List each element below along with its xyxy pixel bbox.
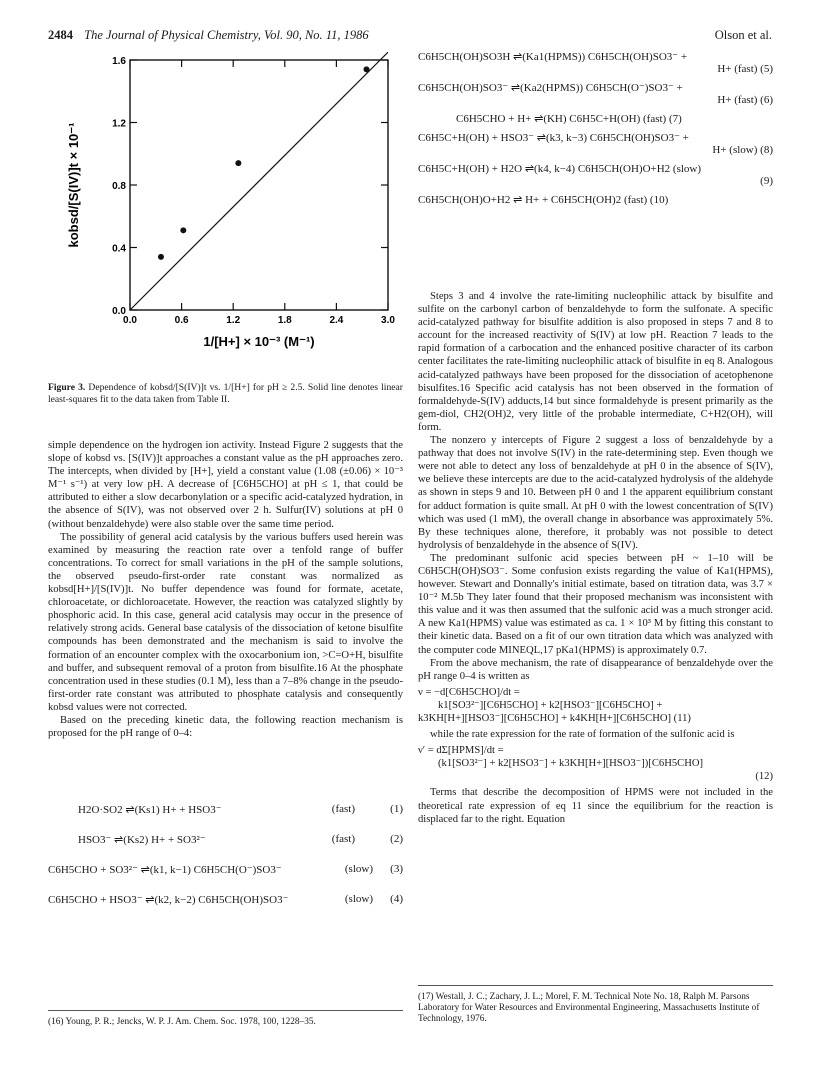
- chart-svg: [48, 52, 403, 377]
- equation-row: [418, 162, 773, 187]
- journal-title: The Journal of Physical Chemistry, Vol. 90, No. 11, 1986: [84, 28, 369, 42]
- plot-frame: [130, 60, 388, 310]
- fit-line: [130, 52, 388, 310]
- equation-row: [418, 81, 773, 106]
- x-tick-label: 1.8: [277, 315, 292, 326]
- page-number: 2484: [48, 28, 73, 42]
- data-point: [364, 66, 370, 72]
- paragraph: From the above mechanism, the rate of disappearance of benzaldehyde over the pH range 0–4 is written as: [418, 657, 773, 682]
- y-tick-label: 0.8: [112, 181, 126, 192]
- footnote-17: (17) Westall, J. C.; Zachary, J. L.; Morel, F. M. Technical Note No. 18, Ralph M. Parsons Laboratory for Water Resources and Environmental Engineering, Massachusetts Institute of Technology, 1976.: [418, 985, 773, 1025]
- y-tick-label: 0.0: [112, 306, 126, 317]
- right-equations: [418, 50, 773, 212]
- paragraph: Based on the preceding kinetic data, the following reaction mechanism is proposed for the pH range of 0–4:: [48, 714, 403, 740]
- data-point: [235, 160, 241, 166]
- rate-line: k3KH[H+][HSO3⁻][C6H5CHO] + k4KH[H+][C6H5CHO] (11): [418, 713, 691, 724]
- equation: C6H5CHO + SO3²⁻ ⇌(k1, k−1) C6H5CH(O⁻)SO3⁻: [48, 864, 282, 876]
- equation: C6H5CH(OH)SO3H ⇌(Ka1(HPMS)) C6H5CH(OH)SO3⁻ +: [418, 51, 688, 63]
- running-authors: Olson et al.: [714, 28, 772, 42]
- left-column-text: [48, 439, 403, 740]
- equation-tag: (slow): [344, 863, 373, 875]
- figure-caption: [48, 382, 403, 405]
- y-axis-label: kobsd/[S(IV)]t × 10⁻¹: [66, 122, 81, 248]
- x-tick-label: 1.2: [226, 315, 241, 326]
- equation-row: [418, 193, 773, 206]
- rate-line: k1[SO3²⁻][C6H5CHO] + k2[HSO3⁻][C6H5CHO] +: [438, 699, 663, 711]
- paragraph: simple dependence on the hydrogen ion activity. Instead Figure 2 suggests that the slope of kobsd vs. [S(IV)]t approaches a constant value as the pH approaches zero. The intercepts, when divided by [H+], yield a constant value (1.08 (±0.06) × 10⁻³ M⁻¹ s⁻¹) at very low pH. A decrease of [C6H5CHO] at pH ≤ 1, that could be attributed to either a slow decarbonylation or a specific acid-catalyzed hydration, in the absence of S(IV), was not observed over 2 h. Sulfur(IV) solutions at pH 0 (without benzaldehyde) were also stable over the same time period.: [48, 440, 403, 530]
- equation-row: [418, 112, 773, 125]
- equation-number: (4): [390, 893, 403, 905]
- paragraph: while the rate expression for the rate of formation of the sulfonic acid is: [430, 729, 735, 741]
- equation: C6H5CH(OH)SO3⁻ ⇌(Ka2(HPMS)) C6H5CH(O⁻)SO3⁻ +: [418, 82, 683, 94]
- equation-row: [48, 885, 403, 915]
- equation-number: (12): [755, 771, 773, 783]
- x-tick-label: 3.0: [381, 315, 395, 326]
- equation-continuation: H+ (fast) (5): [717, 63, 773, 75]
- y-tick-label: 0.4: [112, 243, 126, 255]
- equation: H2O·SO2 ⇌(Ks1) H+ + HSO3⁻: [78, 804, 222, 816]
- paragraph: Steps 3 and 4 involve the rate-limiting nucleophilic attack by bisulfite and sulfite on the carbonyl carbon of benzaldehyde to form the sulfonate. A specific acid-catalyzed pathway for bisulfite addition is also proposed in steps 7 and 8 to account for the increased reactivity of S(IV) at low pH. Reaction 7 leads to the rapid formation of a carbocation and the enhanced positive character of its carbon center facilitates the rate-limiting nucleophilic attack of bisulfite in eq 8. Analogous acid-catalyzed pathways have been proposed for the dissociation of acetophenone bisulfites.16 Specific acid catalysis has not been observed in the formation of formaldehyde-S(IV) adducts,14 but since formaldehyde is present primarily as the gem-diol, CH2(OH)2, very little of the probable intermediate, C+H2(OH), will form.: [418, 291, 773, 433]
- equation-continuation: (9): [760, 175, 773, 187]
- equation: C6H5CHO + H+ ⇌(KH) C6H5C+H(OH) (fast) (7): [456, 113, 682, 125]
- equation-row: [48, 855, 403, 885]
- equation: C6H5C+H(OH) + H2O ⇌(k4, k−4) C6H5CH(OH)O+H2 (slow): [418, 163, 702, 175]
- rate-equation-11: [418, 686, 773, 725]
- y-tick-label: 1.6: [112, 56, 126, 67]
- paragraph: The predominant sulfonic acid species between pH ~ 1–10 will be C6H5CH(OH)SO3⁻. Some confusion exists regarding the value of Ka1(HPMS), however. Stewart and Donnally's initial estimate, based on titration data, was 3.7 × 10⁻² M.5b They later found that their proposed mechanism was inconsistent with this value and it was then assumed that the sulfonic acid was a much stronger acid. A new Ka1(HPMS) value was estimated as ca. 1 × 10³ M by fitting this constant to their kinetic data. Based on a fit of our own titration data which was analyzed with the computer code MINEQL,17 pKa1(HPMS) is approximately 0.7.: [418, 552, 773, 656]
- footnote-16: (16) Young, P. R.; Jencks, W. P. J. Am. Chem. Soc. 1978, 100, 1228–35.: [48, 1010, 403, 1027]
- equation-continuation: H+ (slow) (8): [712, 144, 773, 156]
- rate-line: ν′ = dΣ[HPMS]/dt =: [418, 745, 504, 757]
- equation-row: [418, 50, 773, 75]
- equation-row: [418, 131, 773, 156]
- y-tick-label: 1.2: [112, 118, 126, 130]
- equation: C6H5CHO + HSO3⁻ ⇌(k2, k−2) C6H5CH(OH)SO3⁻: [48, 894, 289, 906]
- equation-number: (2): [390, 833, 403, 845]
- x-tick-label: 0.0: [123, 315, 137, 326]
- rate-line: (k1[SO3²⁻] + k2[HSO3⁻] + k3KH[H+][HSO3⁻])[C6H5CHO]: [438, 758, 704, 770]
- page-header: [48, 28, 772, 48]
- data-point: [158, 254, 164, 260]
- paragraph: Terms that describe the decomposition of HPMS were not included in the theoretical rate expression of eq 11 since the equilibrium for the reaction is displaced far to the right. Equation: [418, 787, 773, 825]
- equation-number: (3): [390, 863, 403, 875]
- paragraph: The possibility of general acid catalysis by the various buffers used herein was examined by measuring the reaction rate over a tenfold range of buffer concentrations. To correct for small variations in the pH of the sample solutions, the observed pseudo-first-order rate constant was normalized as kobsd[H+]/[S(IV)]t. No buffer dependence was found for formate, acetate, chloroacetate, or dichloroacetate. However, the reaction was catalyzed slightly by phosphoric acid. In this case, general acid catalysis may occur in the presence of relatively strong acids. General base catalysis of the dissociation of ketone bisulfite compounds has been demonstrated and the mechanism is said to involve the formation of an encounter complex with the oxocarbonium ion, >C=O+H, bisulfite and buffer, and subsequent removal of a proton from bisulfite.16 At the phosphate concentration used in these studies (0.1 M), less than a 7–8% change in the pseudo-first-order rate constant was attributed to phosphate catalysis and consequently kobsd values were not corrected.: [48, 531, 403, 713]
- caption-label: Figure 3.: [48, 382, 86, 393]
- left-equations: [48, 795, 403, 915]
- figure-3-chart: [48, 52, 403, 377]
- x-axis-label: 1/[H+] × 10⁻³ (M⁻¹): [203, 334, 315, 349]
- equation-tag: (fast): [331, 803, 355, 815]
- equation-row: [48, 795, 403, 825]
- equation: C6H5C+H(OH) + HSO3⁻ ⇌(k3, k−3) C6H5CH(OH)SO3⁻ +: [418, 132, 689, 144]
- data-point: [180, 227, 186, 233]
- right-column-text: [418, 290, 773, 826]
- equation-row: [48, 825, 403, 855]
- equation-tag: (fast): [331, 833, 355, 845]
- x-tick-label: 0.6: [174, 315, 189, 326]
- rate-equation-12: [418, 744, 773, 783]
- paragraph: The nonzero y intercepts of Figure 2 suggest a loss of benzaldehyde by a pathway that does not involve S(IV) in the rate-determining step. Even though we were not able to detect any loss of benzaldehyde at pH 0 in the absence of S(IV), we believe these intercepts are due to the acid-catalyzed hydrolysis of the aldehyde as shown in steps 9 and 10. Between pH 0 and 1 the apparent equilibrium constant for adduct formation is quite small. At pH 0 with the lowest concentration of S(IV) which was used (1 mM), the overall change in absorbance was approximately 5%. By these techniques alone, therefore, it probably was not possible to detect hydrolysis of benzaldehyde in the absence of S(IV).: [418, 435, 773, 551]
- x-tick-label: 2.4: [329, 315, 344, 326]
- caption-text: Dependence of kobsd/[S(IV)]t vs. 1/[H+] for pH ≥ 2.5. Solid line denotes linear least-squares fit to the data taken from Table II.: [48, 382, 403, 405]
- equation: HSO3⁻ ⇌(Ks2) H+ + SO3²⁻: [78, 834, 206, 846]
- equation-continuation: H+ (fast) (6): [717, 94, 773, 106]
- rate-line: ν = −d[C6H5CHO]/dt =: [418, 686, 520, 698]
- equation-tag: (slow): [344, 893, 373, 905]
- equation-number: (1): [390, 803, 403, 815]
- equation: C6H5CH(OH)O+H2 ⇌ H+ + C6H5CH(OH)2 (fast) (10): [418, 194, 669, 206]
